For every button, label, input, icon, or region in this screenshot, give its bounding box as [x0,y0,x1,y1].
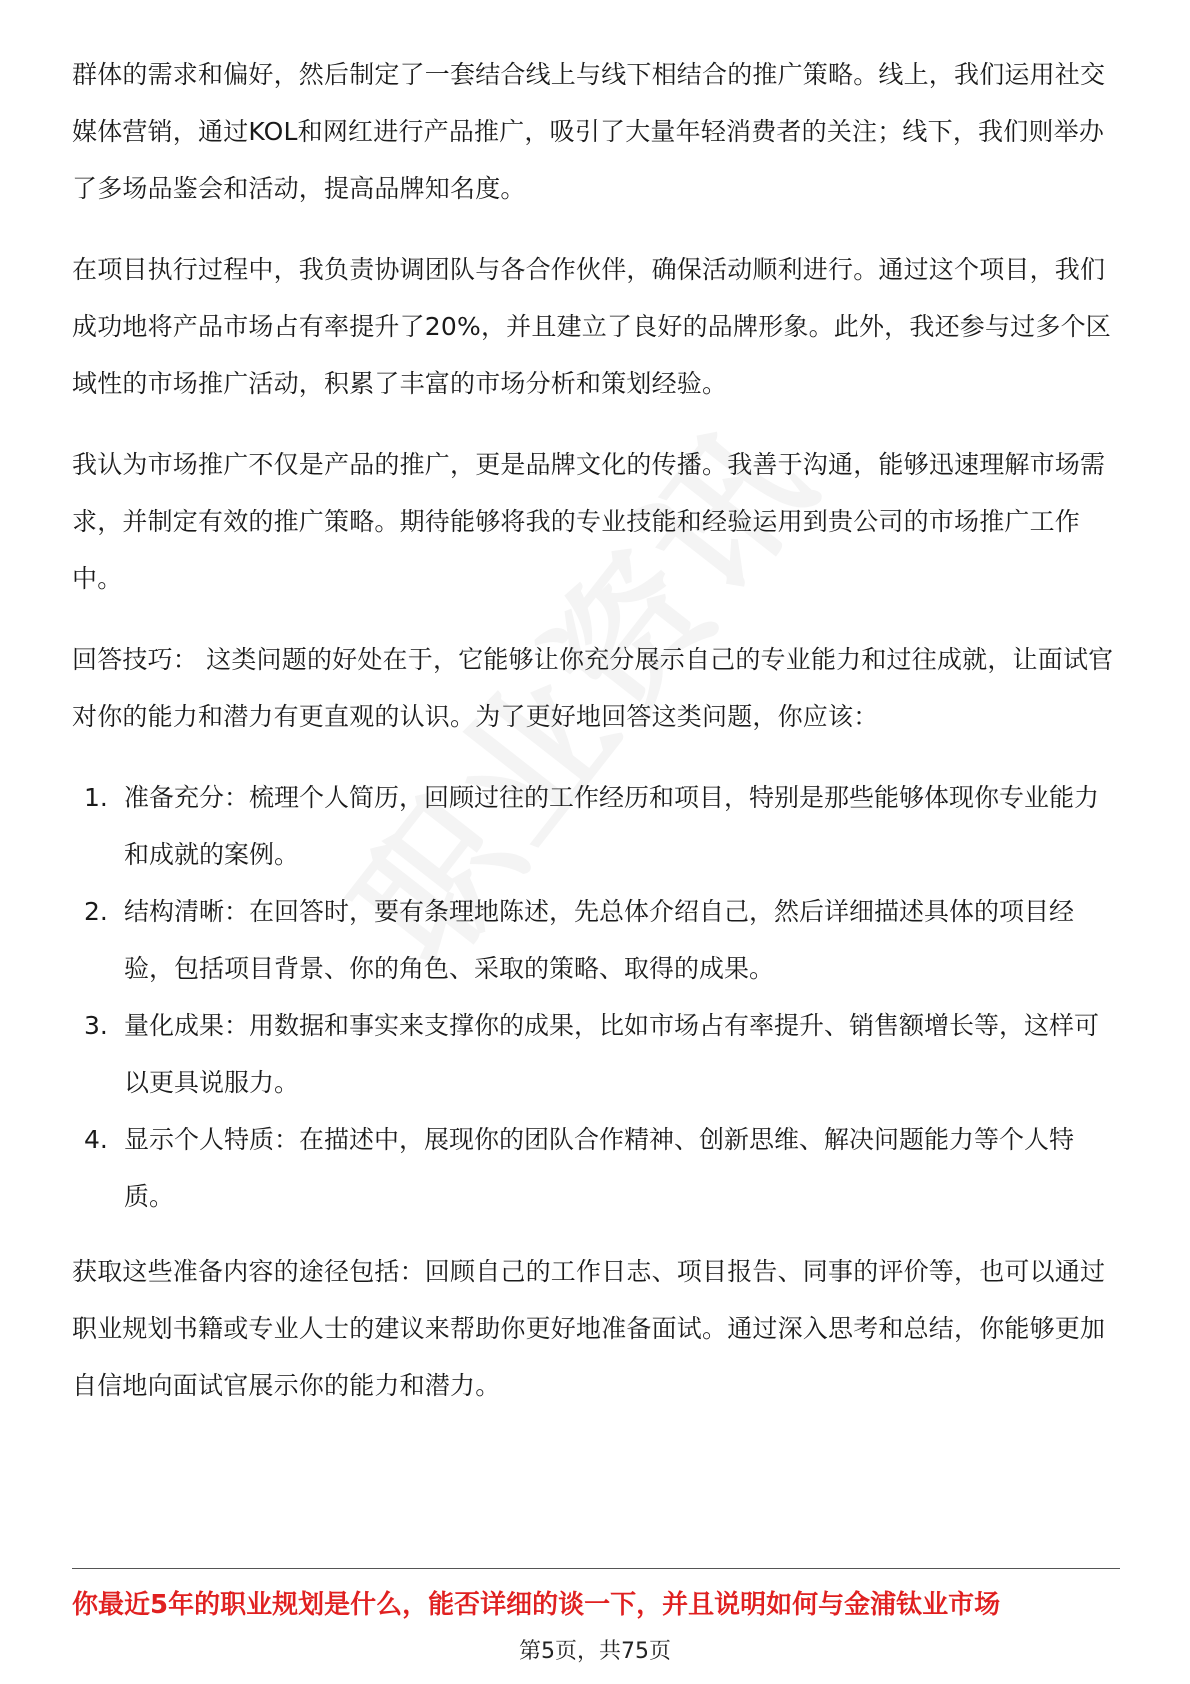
list-item [72,769,1118,883]
paragraph-answer-tips: 回答技巧： 这类问题的好处在于，它能够让你充分展示自己的专业能力和过往成就，让面试官对你的能力和潜力有更直观的认识。为了更好地回答这类问题，你应该： [72,645,1114,731]
page-number: 第5页，共75页 [519,1639,671,1664]
list-item-number: 3. [84,1011,108,1040]
paragraph-project-strategy: 群体的需求和偏好，然后制定了一套结合线上与线下相结合的推广策略。线上，我们运用社交媒体营销，通过KOL和网红进行产品推广，吸引了大量年轻消费者的关注；线下，我们则举办了多场品鉴会和活动，提高品牌知名度。 [72,60,1106,203]
list-item-text: 结构清晰：在回答时，要有条理地陈述，先总体介绍自己，然后详细描述具体的项目经验，包括项目背景、你的角色、采取的策略、取得的成果。 [124,897,1075,983]
list-item-number: 2. [84,897,108,926]
list-item [72,883,1118,997]
list-item [72,1111,1118,1225]
page-content [72,46,1118,1438]
list-item-number: 4. [84,1125,108,1154]
tips-list [72,769,1118,1225]
footer-next-question: 你最近5年的职业规划是什么，能否详细的谈一下，并且说明如何与金浦钛业市场 [72,1590,1001,1620]
paragraph-self-view: 我认为市场推广不仅是产品的推广，更是品牌文化的传播。我善于沟通，能够迅速理解市场需求，并制定有效的推广策略。期待能够将我的专业技能和经验运用到贵公司的市场推广工作中。 [72,450,1106,593]
list-item-number: 1. [84,783,108,812]
paragraph-project-execution: 在项目执行过程中，我负责协调团队与各合作伙伴，确保活动顺利进行。通过这个项目，我们成功地将产品市场占有率提升了20%，并且建立了良好的品牌形象。此外，我还参与过多个区域性的市场推广活动，积累了丰富的市场分析和策划经验。 [72,255,1111,398]
list-item [72,997,1118,1111]
footer-divider [72,1568,1120,1569]
list-item-text: 量化成果：用数据和事实来支撑你的成果，比如市场占有率提升、销售额增长等，这样可以更具说服力。 [124,1011,1100,1097]
list-item-text: 显示个人特质：在描述中，展现你的团队合作精神、创新思维、解决问题能力等个人特质。 [124,1125,1075,1211]
list-item-text: 准备充分：梳理个人简历，回顾过往的工作经历和项目，特别是那些能够体现你专业能力和成就的案例。 [124,783,1100,869]
paragraph-closing: 获取这些准备内容的途径包括：回顾自己的工作日志、项目报告、同事的评价等，也可以通过职业规划书籍或专业人士的建议来帮助你更好地准备面试。通过深入思考和总结，你能够更加自信地向面试官展示你的能力和潜力。 [72,1257,1106,1400]
